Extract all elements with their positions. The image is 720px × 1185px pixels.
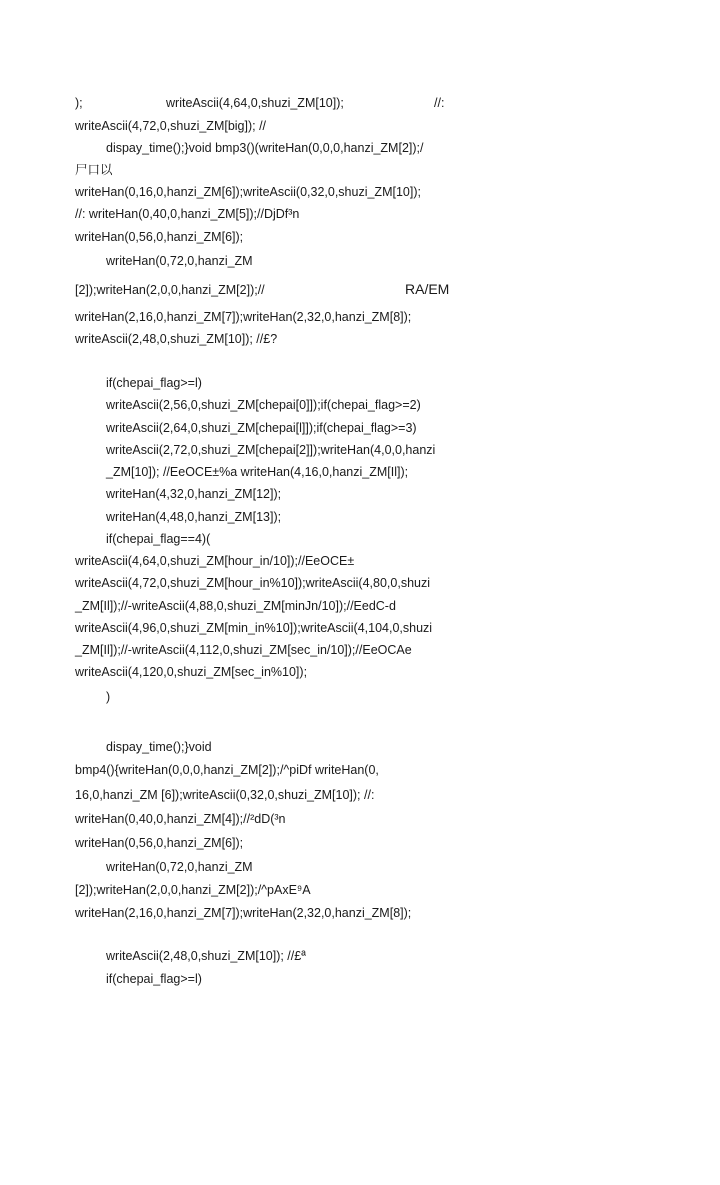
code-line: writeHan(2,16,0,hanzi_ZM[7]);writeHan(2,32,0,hanzi_ZM[8]);: [75, 310, 412, 324]
code-line: [2]);writeHan(2,0,0,hanzi_ZM[2]);//: [75, 283, 265, 297]
code-line: writeHan(0,40,0,hanzi_ZM[4]);//²dD(³n: [75, 812, 286, 826]
code-line: if(chepai_flag==4)(: [106, 532, 211, 546]
code-line: writeHan(4,32,0,hanzi_ZM[12]);: [106, 487, 282, 501]
code-line: writeHan(4,48,0,hanzi_ZM[13]);: [106, 510, 282, 524]
code-line: writeAscii(4,64,0,shuzi_ZM[hour_in/10]);//EeOCE±: [75, 554, 355, 568]
code-line: writeAscii(4,96,0,shuzi_ZM[min_in%10]);writeAscii(4,104,0,shuzi: [75, 621, 433, 635]
code-line: 16,0,hanzi_ZM [6]);writeAscii(0,32,0,shuzi_ZM[10]); //:: [75, 788, 375, 802]
code-line: writeHan(0,56,0,hanzi_ZM[6]);: [75, 836, 244, 850]
code-line: writeAscii(2,72,0,shuzi_ZM[chepai[2]]);writeHan(4,0,0,hanzi: [106, 443, 436, 457]
code-line: writeHan(0,72,0,hanzi_ZM: [106, 860, 253, 874]
code-line: _ZM[Il]);//-writeAscii(4,88,0,shuzi_ZM[minJn/10]);//EedC-d: [75, 599, 396, 613]
code-line: );: [75, 96, 83, 110]
code-line: //: writeHan(0,40,0,hanzi_ZM[5]);//DjDf³n: [75, 207, 300, 221]
code-line: writeAscii(4,72,0,shuzi_ZM[big]); //: [75, 119, 267, 133]
code-line: if(chepai_flag>=l): [106, 376, 202, 390]
code-line: [2]);writeHan(2,0,0,hanzi_ZM[2]);/^pAxE⁹A: [75, 883, 311, 897]
code-line: writeHan(2,16,0,hanzi_ZM[7]);writeHan(2,32,0,hanzi_ZM[8]);: [75, 906, 412, 920]
code-line: writeAscii(4,120,0,shuzi_ZM[sec_in%10]);: [75, 665, 308, 679]
code-line: dispay_time();}void: [106, 740, 212, 754]
code-line: writeHan(0,16,0,hanzi_ZM[6]);writeAscii(0,32,0,shuzi_ZM[10]);: [75, 185, 421, 199]
code-line: writeAscii(4,64,0,shuzi_ZM[10]);: [166, 96, 344, 110]
code-line: writeAscii(2,56,0,shuzi_ZM[chepai[0]]);if(chepai_flag>=2): [106, 398, 421, 412]
code-line: RA/EM: [405, 281, 450, 297]
code-line: _ZM[Il]);//-writeAscii(4,112,0,shuzi_ZM[sec_in/10]);//EeOCAe: [75, 643, 412, 657]
code-line: writeAscii(2,48,0,shuzi_ZM[10]); //£?: [75, 332, 278, 346]
code-line: dispay_time();}void bmp3()(writeHan(0,0,0,hanzi_ZM[2]);/: [106, 141, 424, 155]
code-line: _ZM[10]); //EeOCE±%a writeHan(4,16,0,hanzi_ZM[Il]);: [106, 465, 409, 479]
code-line: ): [106, 690, 111, 704]
code-line: writeAscii(2,64,0,shuzi_ZM[chepai[l]]);if(chepai_flag>=3): [106, 421, 417, 435]
code-line: writeAscii(2,48,0,shuzi_ZM[10]); //£ª: [106, 949, 306, 963]
code-line: writeAscii(4,72,0,shuzi_ZM[hour_in%10]);writeAscii(4,80,0,shuzi: [75, 576, 431, 590]
code-line: writeHan(0,56,0,hanzi_ZM[6]);: [75, 230, 244, 244]
code-line: writeHan(0,72,0,hanzi_ZM: [106, 254, 253, 268]
code-line: 尸口以: [75, 163, 113, 177]
code-line: //:: [434, 96, 445, 110]
code-line: bmp4(){writeHan(0,0,0,hanzi_ZM[2]);/^piDf writeHan(0,: [75, 763, 379, 777]
code-line: if(chepai_flag>=l): [106, 972, 202, 986]
